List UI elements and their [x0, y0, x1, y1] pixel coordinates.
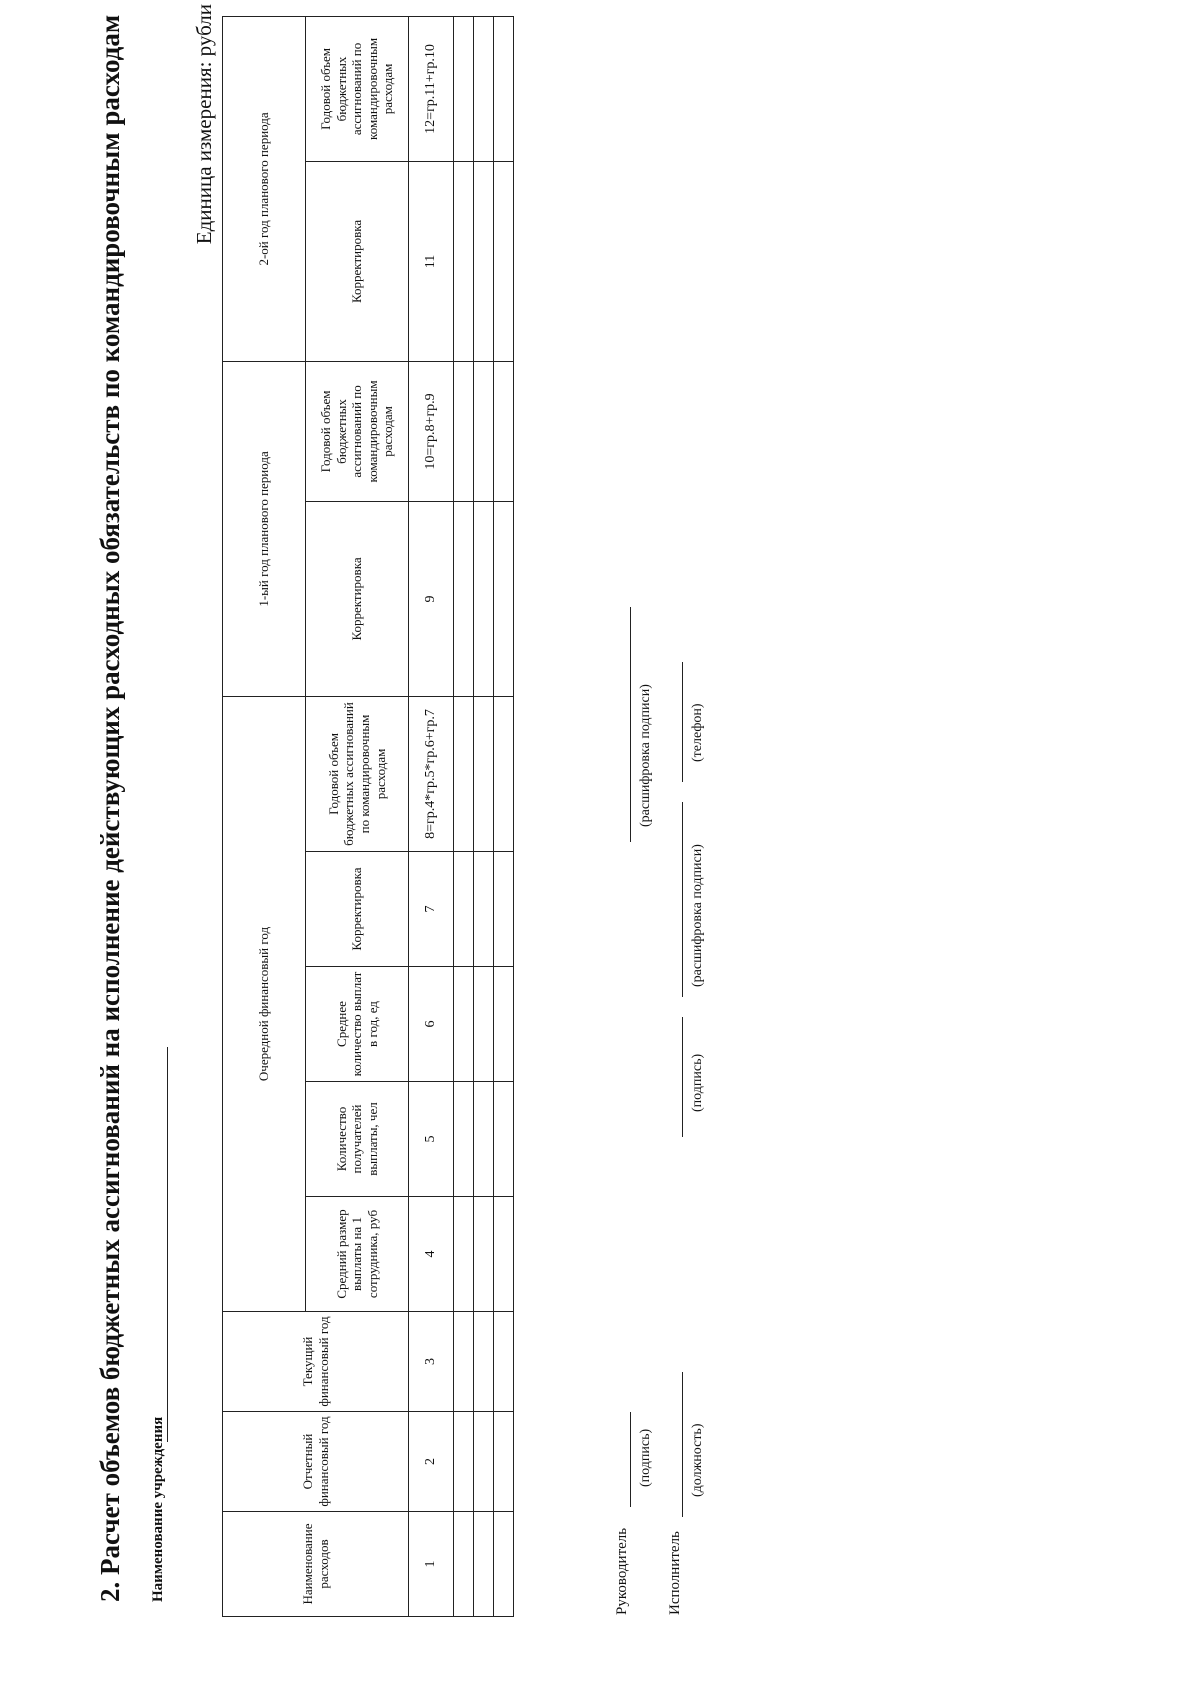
col-number: 12=гр.11+гр.10 [409, 16, 454, 161]
table-cell[interactable] [454, 967, 474, 1082]
executor-decode-caption: (расшифровка подписи) [690, 844, 705, 987]
executor-decode-line[interactable] [682, 802, 683, 997]
header-correction-next: Корректировка [306, 852, 409, 967]
header-avg-payment: Средний размер выплаты на 1 сотрудника, руб [306, 1197, 409, 1312]
executor-position-line[interactable] [682, 1372, 683, 1517]
header-recipients-count: Количество получателей выплаты, чел [306, 1082, 409, 1197]
col-number: 6 [409, 967, 454, 1082]
col-number: 8=гр.4*гр.5*гр.6+гр.7 [409, 696, 454, 851]
header-reported-year: Отчетный финансовый год [223, 1412, 409, 1512]
col-number: 1 [409, 1512, 454, 1617]
unit-of-measure: Единица измерения: рубли [192, 4, 216, 245]
table-cell[interactable] [474, 696, 494, 851]
table-cell[interactable] [474, 1082, 494, 1197]
col-number: 7 [409, 852, 454, 967]
table-cell[interactable] [454, 1082, 474, 1197]
table-row [454, 16, 474, 1616]
col-number: 2 [409, 1412, 454, 1512]
header-plan-year2-group: 2-ой год планового периода [223, 16, 306, 361]
table-cell[interactable] [454, 852, 474, 967]
table-cell[interactable] [494, 1082, 514, 1197]
table-cell[interactable] [454, 16, 474, 161]
table-cell[interactable] [494, 967, 514, 1082]
col-number: 10=гр.8+гр.9 [409, 361, 454, 501]
table-cell[interactable] [454, 161, 474, 361]
header-annual-plan2: Годовой объем бюджетных ассигнований по командировочным расходам [306, 16, 409, 161]
head-decode-line[interactable] [630, 607, 631, 842]
executor-signature-caption: (подпись) [690, 1053, 705, 1112]
table-cell[interactable] [494, 1312, 514, 1412]
table-cell[interactable] [494, 361, 514, 501]
table-cell[interactable] [474, 1512, 494, 1617]
table-cell[interactable] [494, 501, 514, 696]
executor-label: Исполнитель [667, 1531, 683, 1615]
head-label: Руководитель [614, 1527, 630, 1615]
header-row-top [223, 16, 306, 1616]
table-cell[interactable] [494, 161, 514, 361]
table-cell[interactable] [454, 1512, 474, 1617]
header-expense-name: Наименование расходов [223, 1512, 409, 1617]
form-title: 2. Расчет объемов бюджетных ассигнований на исполнение действующих расходных обязательств по командировочным расходам [95, 14, 125, 1602]
col-number: 3 [409, 1312, 454, 1412]
institution-name-line [167, 1047, 168, 1442]
col-number: 4 [409, 1197, 454, 1312]
table-cell[interactable] [494, 696, 514, 851]
head-signature-line[interactable] [630, 1412, 631, 1507]
budget-calculation-table [222, 16, 514, 1617]
table-cell[interactable] [474, 361, 494, 501]
header-avg-payments-per-year: Среднее количество выплат в год, ед [306, 967, 409, 1082]
executor-phone-line[interactable] [682, 662, 683, 782]
table-row [494, 16, 514, 1616]
table-cell[interactable] [454, 1412, 474, 1512]
table-cell[interactable] [474, 501, 494, 696]
header-annual-next: Годовой объем бюджетных ассигнований по командировочным расходам [306, 696, 409, 851]
header-correction-plan2: Корректировка [306, 161, 409, 361]
table-cell[interactable] [454, 1197, 474, 1312]
header-current-year: Текущий финансовый год [223, 1312, 409, 1412]
table-cell[interactable] [454, 361, 474, 501]
table-cell[interactable] [494, 1412, 514, 1512]
header-next-year-group: Очередной финансовый год [223, 696, 306, 1311]
table-cell[interactable] [474, 1412, 494, 1512]
col-number: 5 [409, 1082, 454, 1197]
table-cell[interactable] [474, 852, 494, 967]
table-cell[interactable] [454, 1312, 474, 1412]
table-row [474, 16, 494, 1616]
table-cell[interactable] [474, 16, 494, 161]
executor-phone-caption: (телефон) [690, 703, 705, 762]
table-cell[interactable] [494, 16, 514, 161]
header-plan-year1-group: 1-ый год планового периода [223, 361, 306, 696]
institution-label: Наименование учреждения [150, 1416, 166, 1602]
table-cell[interactable] [474, 1312, 494, 1412]
head-decode-caption: (расшифровка подписи) [638, 684, 653, 827]
table-cell[interactable] [494, 852, 514, 967]
col-number: 11 [409, 161, 454, 361]
table-cell[interactable] [454, 501, 474, 696]
col-number: 9 [409, 501, 454, 696]
header-annual-plan1: Годовой объем бюджетных ассигнований по командировочным расходам [306, 361, 409, 501]
table-cell[interactable] [474, 967, 494, 1082]
table-cell[interactable] [454, 696, 474, 851]
executor-signature-line[interactable] [682, 1017, 683, 1137]
header-correction-plan1: Корректировка [306, 501, 409, 696]
table-cell[interactable] [494, 1512, 514, 1617]
table-cell[interactable] [474, 161, 494, 361]
column-number-row [409, 16, 454, 1616]
table-cell[interactable] [474, 1197, 494, 1312]
executor-position-caption: (должность) [690, 1423, 705, 1497]
table-cell[interactable] [494, 1197, 514, 1312]
head-signature-caption: (подпись) [638, 1428, 653, 1487]
